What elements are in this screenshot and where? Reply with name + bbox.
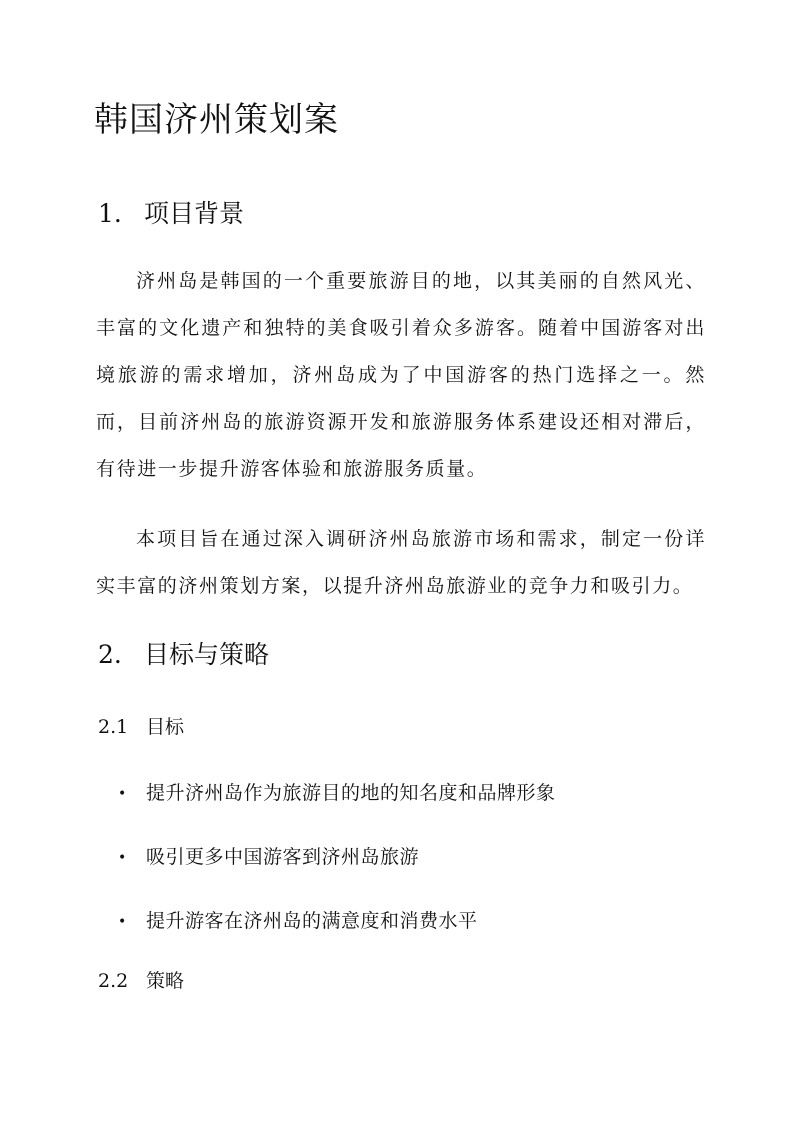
bullet-marker: • [118, 786, 127, 802]
bullet-marker: • [118, 914, 127, 930]
background-paragraph-1: 济州岛是韩国的一个重要旅游目的地，以其美丽的自然风光、丰富的文化遗产和独特的美食吸引着众多游客。随着中国游客对出境旅游的需求增加，济州岛成为了中国游客的热门选择之一。然而，目前济州岛的旅游资源开发和旅游服务体系建设还相对滞后，有待进一步提升游客体验和旅游服务质量。 [96, 270, 706, 480]
list-item-text: 提升济州岛作为旅游目的地的知名度和品牌形象 [146, 782, 556, 804]
section-heading-goals-strategy [98, 637, 269, 673]
background-paragraph-2: 本项目旨在通过深入调研济州岛旅游市场和需求，制定一份详实丰富的济州策划方案，以提升济州岛旅游业的竞争力和吸引力。 [96, 528, 706, 597]
document-title: 韩国济州策划案 [94, 100, 339, 140]
list-item-text: 吸引更多中国游客到济州岛旅游 [146, 846, 420, 868]
section-number: 1. [98, 199, 122, 228]
section-heading-background [98, 196, 244, 232]
list-item [118, 906, 556, 936]
section-title: 项目背景 [144, 199, 245, 228]
goals-list [118, 778, 556, 970]
subsection-heading-strategy [98, 966, 184, 996]
section-title: 目标与策略 [144, 640, 270, 669]
list-item [118, 778, 556, 808]
bullet-marker: • [118, 850, 127, 866]
subsection-heading-goals [98, 712, 184, 742]
list-item-text: 提升游客在济州岛的满意度和消费水平 [146, 910, 478, 932]
subsection-number: 2.2 [98, 970, 129, 992]
subsection-title: 目标 [146, 716, 185, 738]
list-item [118, 842, 556, 872]
subsection-number: 2.1 [98, 716, 129, 738]
subsection-title: 策略 [146, 970, 185, 992]
section-number: 2. [98, 640, 122, 669]
